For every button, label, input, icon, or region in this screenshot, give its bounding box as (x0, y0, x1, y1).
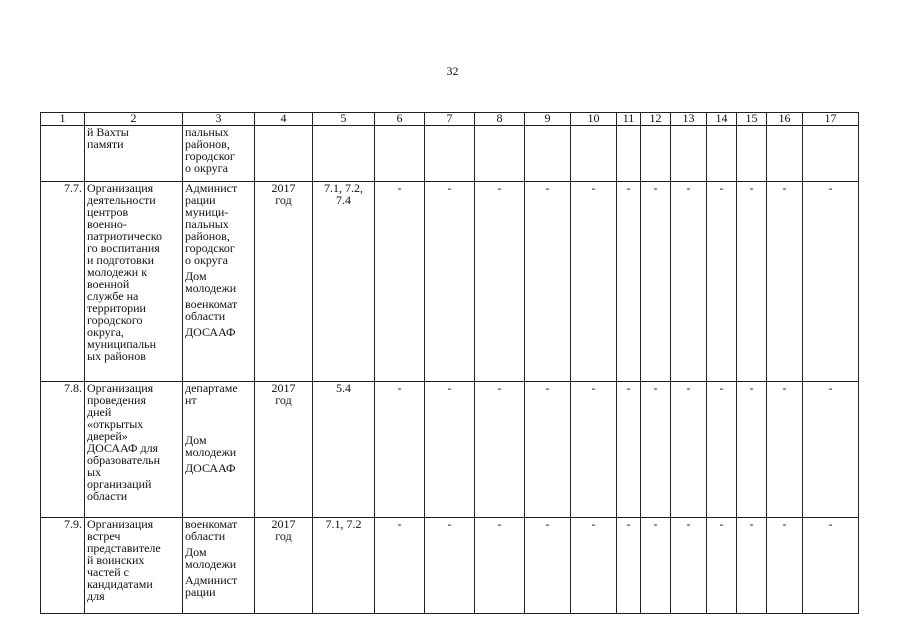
value-cell-col-14: - (707, 382, 737, 518)
activity-name-line: «открытых (87, 417, 144, 431)
column-number-1: 1 (41, 113, 85, 126)
column-number-15: 15 (737, 113, 767, 126)
executor-entry (185, 382, 252, 406)
deadline-line: 2017 (271, 181, 296, 195)
column-number-10: 10 (571, 113, 617, 126)
value-cell-col-10: - (571, 182, 617, 382)
deadline (255, 382, 313, 518)
executor-line: департаме (185, 381, 238, 395)
activity-name (85, 126, 183, 182)
value-cell-col-6: - (375, 382, 425, 518)
page-number: 32 (446, 64, 459, 78)
activity-name-line: памяти (87, 137, 124, 151)
item-number: 7.8. (41, 382, 85, 518)
deadline-line: год (275, 393, 292, 407)
value-cell-col-8 (475, 126, 525, 182)
responsible-executors (183, 182, 255, 382)
column-number-16: 16 (767, 113, 803, 126)
deadline (255, 126, 313, 182)
activity-name-line: кандидатами (87, 577, 153, 591)
column-number-5: 5 (313, 113, 375, 126)
related-items (313, 518, 375, 614)
value-cell-col-10: - (571, 382, 617, 518)
executor-line: молодежи (185, 445, 237, 459)
value-cell-col-6: - (375, 182, 425, 382)
value-cell-col-13: - (671, 182, 707, 382)
deadline-line: 2017 (271, 517, 296, 531)
activity-name-line: представителе (87, 541, 161, 555)
activity-name-line: городского (87, 313, 143, 327)
executor-line: рации (185, 193, 216, 207)
executor-line: о округа (185, 253, 228, 267)
table-row (41, 518, 859, 614)
activity-name-line: центров (87, 205, 129, 219)
executor-line: городског (185, 149, 235, 163)
related-items-line: 5.4 (336, 381, 351, 395)
executor-line: районов, (185, 137, 230, 151)
value-cell-col-12: - (641, 182, 671, 382)
activity-name-line: проведения (87, 393, 146, 407)
related-items-line: 7.1, 7.2 (325, 517, 362, 531)
value-cell-col-17 (803, 126, 859, 182)
activity-name-line: го воспитания (87, 241, 160, 255)
table-row (41, 126, 859, 182)
value-cell-col-16: - (767, 182, 803, 382)
related-items (313, 382, 375, 518)
executor-entry (185, 434, 252, 458)
deadline-line: год (275, 193, 292, 207)
item-number: 7.9. (41, 518, 85, 614)
related-items (313, 182, 375, 382)
activity-name-line: Организация (87, 517, 154, 531)
executor-line: районов, (185, 229, 230, 243)
executor-line: военкомат (185, 517, 238, 531)
activity-name-line: образовательн (87, 453, 161, 467)
executor-entry (185, 546, 252, 570)
item-number (41, 126, 85, 182)
executor-line: пальных (185, 217, 229, 231)
activity-name (85, 182, 183, 382)
value-cell-col-8: - (475, 182, 525, 382)
activity-name-line: встреч (87, 529, 121, 543)
executor-line: молодежи (185, 281, 237, 295)
program-table (40, 112, 859, 614)
column-number-11: 11 (617, 113, 641, 126)
executor-line: городског (185, 241, 235, 255)
activity-name-line: территории (87, 301, 146, 315)
column-number-17: 17 (803, 113, 859, 126)
activity-name-line: муниципальн (87, 337, 157, 351)
value-cell-col-10 (571, 126, 617, 182)
value-cell-col-16 (767, 126, 803, 182)
value-cell-col-7 (425, 126, 475, 182)
activity-name (85, 382, 183, 518)
activity-name-line: области (87, 489, 128, 503)
column-number-6: 6 (375, 113, 425, 126)
activity-name-line: для (87, 589, 105, 603)
related-items-line: 7.1, 7.2, (324, 181, 363, 195)
activity-name-line: ых районов (87, 349, 146, 363)
value-cell-col-15 (737, 126, 767, 182)
column-number-14: 14 (707, 113, 737, 126)
activity-name-line: молодежи к (87, 265, 148, 279)
value-cell-col-10: - (571, 518, 617, 614)
value-cell-col-12: - (641, 518, 671, 614)
executor-line: ДОСААФ (185, 461, 236, 475)
activity-name-line: ых (87, 465, 102, 479)
executor-line: Дом (185, 433, 207, 447)
value-cell-col-13: - (671, 382, 707, 518)
value-cell-col-7: - (425, 382, 475, 518)
column-number-13: 13 (671, 113, 707, 126)
value-cell-col-11: - (617, 518, 641, 614)
table-row (41, 182, 859, 382)
column-number-4: 4 (255, 113, 313, 126)
column-number-12: 12 (641, 113, 671, 126)
column-number-row (41, 113, 859, 126)
value-cell-col-16: - (767, 518, 803, 614)
value-cell-col-11: - (617, 382, 641, 518)
value-cell-col-14: - (707, 182, 737, 382)
executor-entry (185, 326, 252, 338)
deadline (255, 518, 313, 614)
responsible-executors (183, 382, 255, 518)
value-cell-col-9: - (525, 518, 571, 614)
related-items (313, 126, 375, 182)
deadline (255, 182, 313, 382)
value-cell-col-12: - (641, 382, 671, 518)
value-cell-col-15: - (737, 182, 767, 382)
value-cell-col-11 (617, 126, 641, 182)
value-cell-col-15: - (737, 382, 767, 518)
executor-line: нт (185, 393, 197, 407)
activity-name-line: ДОСААФ для (87, 441, 159, 455)
value-cell-col-9: - (525, 382, 571, 518)
executor-line: муници- (185, 205, 229, 219)
executor-line: молодежи (185, 557, 237, 571)
executor-line: Дом (185, 545, 207, 559)
deadline-line: 2017 (271, 381, 296, 395)
activity-name-line: службе на (87, 289, 139, 303)
column-number-9: 9 (525, 113, 571, 126)
executor-line: рации (185, 585, 216, 599)
executor-entry (185, 518, 252, 542)
executor-line: Админист (185, 573, 238, 587)
value-cell-col-7: - (425, 182, 475, 382)
deadline-line: год (275, 529, 292, 543)
value-cell-col-7: - (425, 518, 475, 614)
item-number: 7.7. (41, 182, 85, 382)
value-cell-col-9 (525, 126, 571, 182)
value-cell-col-14: - (707, 518, 737, 614)
column-number-3: 3 (183, 113, 255, 126)
executor-line: военкомат (185, 297, 238, 311)
column-number-7: 7 (425, 113, 475, 126)
executor-line: ДОСААФ (185, 325, 236, 339)
activity-name-line: й воинских (87, 553, 145, 567)
executor-entry (185, 182, 252, 266)
executor-entry (185, 574, 252, 598)
activity-name-line: Организация (87, 381, 154, 395)
activity-name-line: й Вахты (87, 125, 129, 139)
executor-entry (185, 462, 252, 474)
related-items-line: 7.4 (336, 193, 351, 207)
value-cell-col-6: - (375, 518, 425, 614)
activity-name-line: патриотическо (87, 229, 162, 243)
value-cell-col-9: - (525, 182, 571, 382)
value-cell-col-16: - (767, 382, 803, 518)
executor-entry (185, 270, 252, 294)
activity-name-line: деятельности (87, 193, 156, 207)
value-cell-col-13: - (671, 518, 707, 614)
value-cell-col-17: - (803, 518, 859, 614)
value-cell-col-15: - (737, 518, 767, 614)
activity-name-line: организаций (87, 477, 152, 491)
value-cell-col-13 (671, 126, 707, 182)
value-cell-col-14 (707, 126, 737, 182)
value-cell-col-11: - (617, 182, 641, 382)
activity-name-line: дверей» (87, 429, 128, 443)
activity-name-line: и подготовки (87, 253, 155, 267)
value-cell-col-8: - (475, 382, 525, 518)
activity-name (85, 518, 183, 614)
activity-name-line: округа, (87, 325, 124, 339)
activity-name-line: военной (87, 277, 130, 291)
column-number-8: 8 (475, 113, 525, 126)
value-cell-col-8: - (475, 518, 525, 614)
executor-line: области (185, 309, 226, 323)
activity-name-line: военно- (87, 217, 127, 231)
executor-line: Админист (185, 181, 238, 195)
column-number-2: 2 (85, 113, 183, 126)
executor-line: Дом (185, 269, 207, 283)
value-cell-col-17: - (803, 182, 859, 382)
executor-entry (185, 126, 252, 174)
value-cell-col-6 (375, 126, 425, 182)
value-cell-col-12 (641, 126, 671, 182)
responsible-executors (183, 126, 255, 182)
executor-line: о округа (185, 161, 228, 175)
responsible-executors (183, 518, 255, 614)
activity-name-line: частей с (87, 565, 130, 579)
activity-name-line: дней (87, 405, 112, 419)
executor-line: области (185, 529, 226, 543)
table-row (41, 382, 859, 518)
executor-entry (185, 298, 252, 322)
activity-name-line: Организация (87, 181, 154, 195)
value-cell-col-17: - (803, 382, 859, 518)
executor-line: пальных (185, 125, 229, 139)
